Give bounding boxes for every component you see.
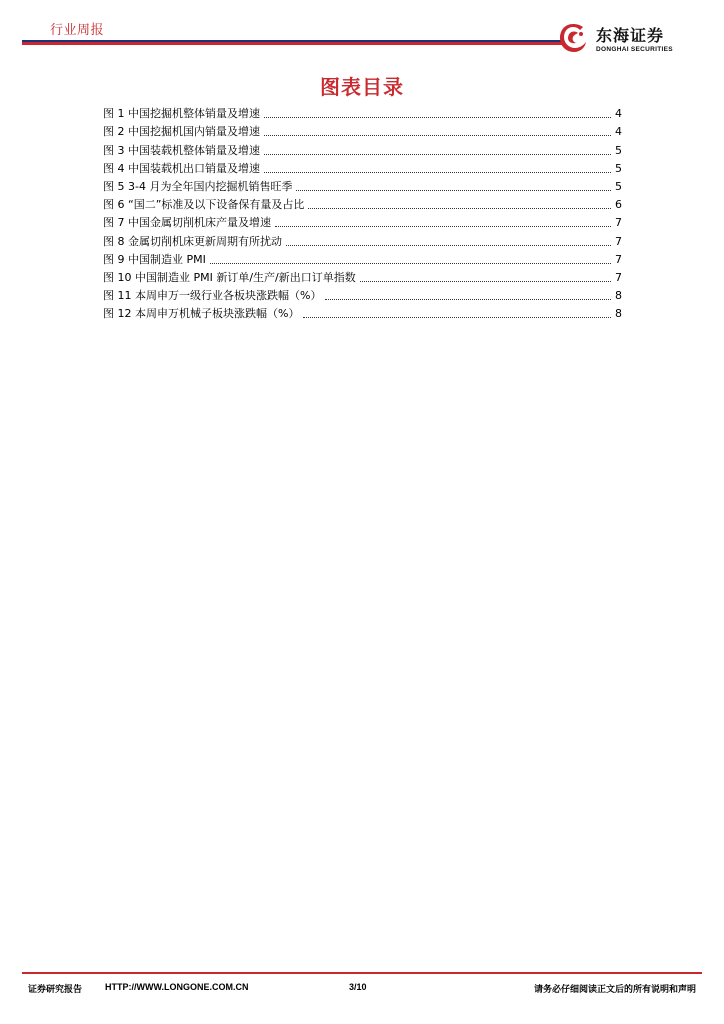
toc-item-label[interactable]: 图 3 中国装载机整体销量及增速 (103, 143, 260, 157)
toc-item-page[interactable]: 5 (615, 143, 622, 157)
toc-item-label[interactable]: 图 4 中国装载机出口销量及增速 (103, 161, 260, 175)
header-divider (22, 40, 562, 45)
toc-item[interactable] (103, 103, 622, 121)
toc-item-page[interactable]: 5 (615, 161, 622, 175)
toc-item[interactable] (103, 139, 622, 157)
footer-report-type: 证券研究报告 (28, 985, 83, 995)
toc-item[interactable] (103, 249, 622, 267)
toc-item-page[interactable]: 4 (615, 107, 622, 121)
toc-leader-dots (264, 153, 611, 155)
toc-leader-dots (325, 298, 611, 300)
toc-item-page[interactable]: 7 (615, 234, 622, 248)
toc-leader-dots (264, 116, 611, 118)
toc-leader-dots (303, 316, 611, 318)
toc-item[interactable] (103, 303, 622, 321)
page-footer (0, 982, 724, 996)
footer-divider (22, 972, 702, 974)
toc-item[interactable] (103, 194, 622, 212)
footer-page-number: 3/10 (349, 982, 367, 992)
toc-item-label[interactable]: 图 11 本周申万一级行业各板块涨跌幅（%） (103, 289, 322, 303)
footer-disclaimer: 请务必仔细阅读正文后的所有说明和声明 (533, 985, 696, 995)
toc-item[interactable] (103, 230, 622, 248)
toc-item[interactable] (103, 158, 622, 176)
toc-item-page[interactable]: 7 (615, 270, 622, 284)
toc-item-label[interactable]: 图 5 3-4 月为全年国内挖掘机销售旺季 (103, 179, 293, 193)
toc-item-label[interactable]: 图 1 中国挖掘机整体销量及增速 (103, 107, 260, 121)
toc-item[interactable] (103, 267, 622, 285)
header-divider-red (22, 42, 562, 45)
toc-item[interactable] (103, 285, 622, 303)
toc-leader-dots (264, 171, 611, 173)
table-of-figures (103, 103, 622, 321)
toc-leader-dots (210, 262, 611, 264)
toc-item-label[interactable]: 图 6 “国二”标准及以下设备保有量及占比 (103, 198, 305, 212)
brand-logo (556, 21, 706, 57)
toc-item-page[interactable]: 7 (615, 216, 622, 230)
toc-item-page[interactable]: 8 (615, 307, 622, 321)
toc-item-label[interactable]: 图 2 中国挖掘机国内销量及增速 (103, 125, 260, 139)
toc-leader-dots (360, 280, 611, 282)
footer-website-link[interactable]: HTTP://WWW.LONGONE.COM.CN (105, 982, 249, 992)
toc-leader-dots (264, 134, 611, 136)
toc-item-page[interactable]: 5 (615, 179, 622, 193)
toc-item-page[interactable]: 8 (615, 289, 622, 303)
toc-item[interactable] (103, 176, 622, 194)
toc-item[interactable] (103, 121, 622, 139)
brand-name-en: DONGHAI SECURITIES (596, 46, 673, 53)
toc-item-page[interactable]: 7 (615, 252, 622, 266)
toc-item-label[interactable]: 图 8 金属切削机床更新周期有所扰动 (103, 234, 282, 248)
toc-item-page[interactable]: 6 (615, 198, 622, 212)
toc-item-label[interactable]: 图 9 中国制造业 PMI (103, 252, 206, 266)
toc-item-label[interactable]: 图 7 中国金属切削机床产量及增速 (103, 216, 271, 230)
toc-item-label[interactable]: 图 12 本周申万机械子板块涨跌幅（%） (103, 307, 300, 321)
brand-name-cn: 东海证券 (596, 26, 665, 45)
toc-item-page[interactable]: 4 (615, 125, 622, 139)
toc-item[interactable] (103, 212, 622, 230)
toc-item-label[interactable]: 图 10 中国制造业 PMI 新订单/生产/新出口订单指数 (103, 270, 356, 284)
page-title: 图表目录 (320, 75, 404, 99)
dragon-logo-icon (556, 21, 590, 55)
section-label: 行业周报 (50, 23, 105, 38)
toc-leader-dots (286, 244, 611, 246)
toc-leader-dots (275, 225, 611, 227)
toc-leader-dots (296, 189, 611, 191)
toc-leader-dots (308, 207, 611, 209)
